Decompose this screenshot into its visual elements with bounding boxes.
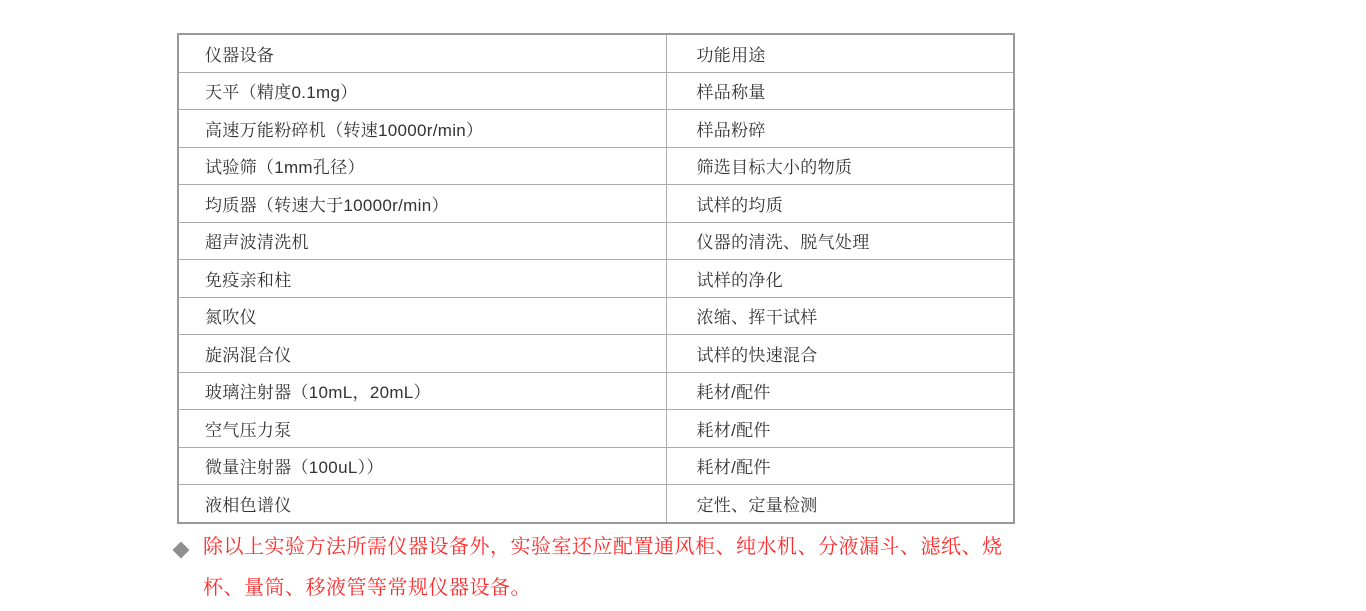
equipment-cell: 氮吹仪 <box>178 297 666 335</box>
function-cell: 样品称量 <box>666 72 1014 110</box>
table-row <box>178 335 1014 373</box>
function-cell: 耗材/配件 <box>666 447 1014 485</box>
column-header-equipment: 仪器设备 <box>178 34 666 72</box>
function-cell: 样品粉碎 <box>666 110 1014 148</box>
function-cell: 耗材/配件 <box>666 410 1014 448</box>
function-cell: 试样的快速混合 <box>666 335 1014 373</box>
function-cell: 筛选目标大小的物质 <box>666 147 1014 185</box>
equipment-table-body <box>178 34 1014 523</box>
equipment-cell: 高速万能粉碎机（转速10000r/min） <box>178 110 666 148</box>
equipment-cell: 旋涡混合仪 <box>178 335 666 373</box>
function-cell: 定性、定量检测 <box>666 485 1014 523</box>
note <box>172 527 1172 609</box>
function-cell: 试样的净化 <box>666 260 1014 298</box>
equipment-cell: 超声波清洗机 <box>178 222 666 260</box>
table-row <box>178 72 1014 110</box>
column-header-function: 功能用途 <box>666 34 1014 72</box>
table-row <box>178 372 1014 410</box>
equipment-cell: 试验筛（1mm孔径） <box>178 147 666 185</box>
equipment-cell: 微量注射器（100uL）） <box>178 447 666 485</box>
table-row <box>178 410 1014 448</box>
table-row <box>178 485 1014 523</box>
note-text <box>203 527 1003 609</box>
equipment-cell: 免疫亲和柱 <box>178 260 666 298</box>
function-cell: 浓缩、挥干试样 <box>666 297 1014 335</box>
note-line: 除以上实验方法所需仪器设备外，实验室还应配置通风柜、纯水机、分液漏斗、滤纸、烧 <box>203 536 1003 558</box>
table-header-row <box>178 34 1014 72</box>
table-row <box>178 260 1014 298</box>
table-row <box>178 297 1014 335</box>
equipment-table <box>177 33 1015 524</box>
equipment-cell: 液相色谱仪 <box>178 485 666 523</box>
table-row <box>178 222 1014 260</box>
equipment-cell: 玻璃注射器（10mL，20mL） <box>178 372 666 410</box>
note-line: 杯、量筒、移液管等常规仪器设备。 <box>203 577 531 599</box>
function-cell: 仪器的清洗、脱气处理 <box>666 222 1014 260</box>
function-cell: 试样的均质 <box>666 185 1014 223</box>
table-row <box>178 147 1014 185</box>
table-row <box>178 185 1014 223</box>
table-row <box>178 447 1014 485</box>
equipment-cell: 空气压力泵 <box>178 410 666 448</box>
equipment-cell: 天平（精度0.1mg） <box>178 72 666 110</box>
diamond-bullet-icon <box>172 541 189 558</box>
equipment-cell: 均质器（转速大于10000r/min） <box>178 185 666 223</box>
function-cell: 耗材/配件 <box>666 372 1014 410</box>
table-row <box>178 110 1014 148</box>
